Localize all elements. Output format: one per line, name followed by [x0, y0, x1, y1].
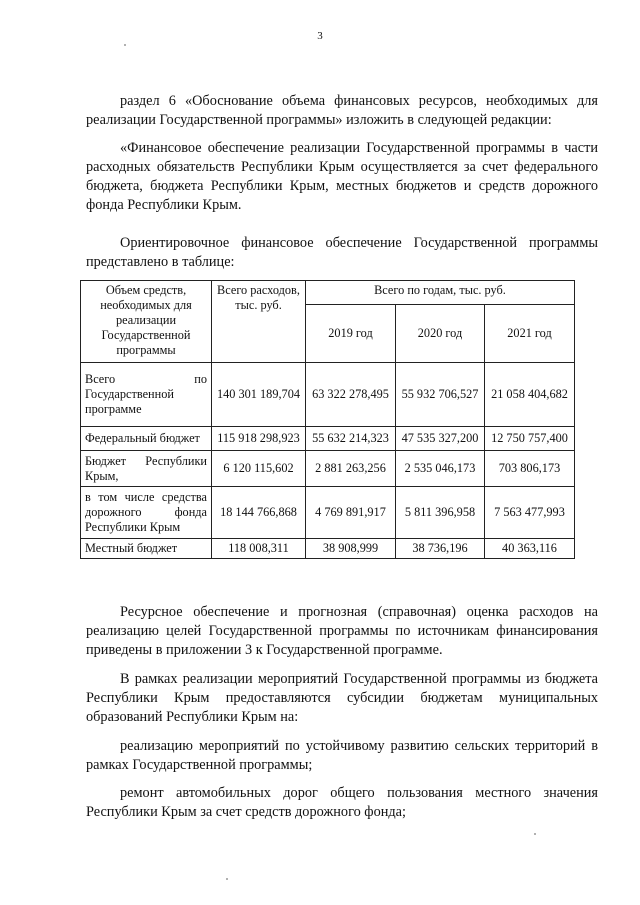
row-label: в том числе средства дорожного фонда Республики Крым [81, 487, 212, 539]
header-year-2019: 2019 год [306, 305, 396, 363]
subsidy-paragraph: В рамках реализации мероприятий Государственной программы из бюджета Республики Крым предоставляются субсидии бюджетам муниципальных образований Республики Крым на: [86, 671, 598, 725]
cell-2020: 5 811 396,958 [396, 487, 485, 539]
cell-2020: 2 535 046,173 [396, 451, 485, 487]
header-year-2021: 2021 год [485, 305, 575, 363]
cell-2021: 40 363,116 [485, 539, 575, 559]
financing-table [80, 280, 575, 559]
table-row [81, 451, 575, 487]
financing-paragraph: «Финансовое обеспечение реализации Государственной программы в части расходных обязательств Республики Крым осуществляется за счет федерального бюджета, бюджета Республики Крым, местных бюджетов и средств дорожного фонда Республики Крым. [86, 140, 598, 213]
row-label: Бюджет Республики Крым, [81, 451, 212, 487]
row-label: Федеральный бюджет [81, 427, 212, 451]
table-row [81, 363, 575, 427]
cell-total: 118 008,311 [212, 539, 306, 559]
cell-2021: 21 058 404,682 [485, 363, 575, 427]
cell-total: 140 301 189,704 [212, 363, 306, 427]
cell-total: 115 918 298,923 [212, 427, 306, 451]
header-total: Всего расходов, тыс. руб. [212, 281, 306, 363]
table-intro-paragraph: Ориентировочное финансовое обеспечение Государственной программы представлено в таблице: [86, 235, 598, 270]
item-rural-development: реализацию мероприятий по устойчивому развитию сельских территорий в рамках Государственной программы; [86, 738, 598, 773]
cell-2020: 47 535 327,200 [396, 427, 485, 451]
scan-speck [226, 878, 228, 880]
cell-total: 6 120 115,602 [212, 451, 306, 487]
scan-speck [124, 44, 126, 46]
table-row [81, 539, 575, 559]
cell-2020: 38 736,196 [396, 539, 485, 559]
intro-paragraph: раздел 6 «Обоснование объема финансовых ресурсов, необходимых для реализации Государственной программы» изложить в следующей редакции: [86, 93, 598, 128]
table-header-row [81, 281, 575, 305]
cell-2019: 38 908,999 [306, 539, 396, 559]
header-source: Объем средств, необходимых для реализации Государственной программы [81, 281, 212, 363]
header-years-group: Всего по годам, тыс. руб. [306, 281, 575, 305]
cell-2021: 7 563 477,993 [485, 487, 575, 539]
item-road-repair: ремонт автомобильных дорог общего пользования местного значения Республики Крым за счет средств дорожного фонда; [86, 785, 598, 820]
cell-2019: 4 769 891,917 [306, 487, 396, 539]
cell-total: 18 144 766,868 [212, 487, 306, 539]
scan-speck [534, 833, 536, 835]
cell-2020: 55 932 706,527 [396, 363, 485, 427]
page-number: 3 [317, 30, 323, 42]
header-year-2020: 2020 год [396, 305, 485, 363]
cell-2019: 2 881 263,256 [306, 451, 396, 487]
resource-paragraph: Ресурсное обеспечение и прогнозная (справочная) оценка расходов на реализацию целей Государственной программы по источникам финансирования приведены в приложении 3 к Государственной программе. [86, 604, 598, 658]
cell-2021: 12 750 757,400 [485, 427, 575, 451]
table-row [81, 427, 575, 451]
cell-2019: 55 632 214,323 [306, 427, 396, 451]
table-row [81, 487, 575, 539]
row-label: Всего по Государственной программе [81, 363, 212, 427]
cell-2021: 703 806,173 [485, 451, 575, 487]
cell-2019: 63 322 278,495 [306, 363, 396, 427]
row-label: Местный бюджет [81, 539, 212, 559]
